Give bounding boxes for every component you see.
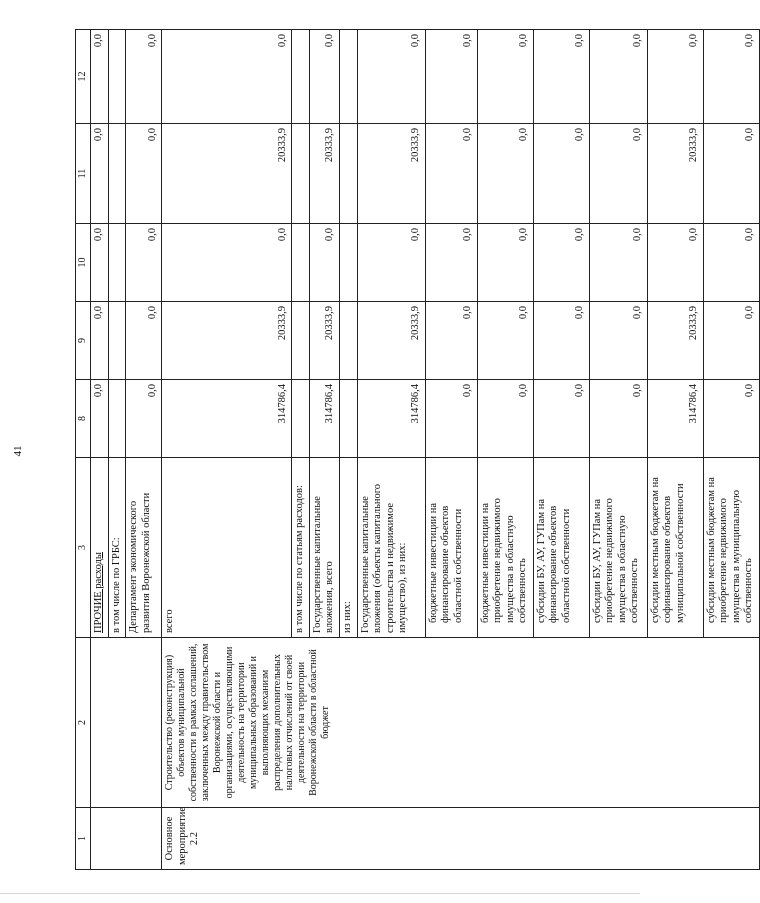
event-title: Основное мероприятие 2.2 — [162, 808, 759, 870]
value-cell-9: 0,0 — [425, 302, 477, 380]
budget-table — [75, 29, 760, 870]
value-cell-9: 20333,9 — [357, 302, 425, 380]
value-cell-8: 314786,4 — [309, 380, 339, 458]
value-cell-12: 0,0 — [647, 30, 703, 124]
budget-table-rotated — [75, 30, 755, 870]
scan-edge-line — [0, 893, 640, 894]
row-label: в том числе по ГРБС: — [108, 458, 126, 638]
value-cell-10 — [292, 224, 310, 302]
header-col-1: 1 — [76, 808, 91, 870]
row-label: из них: — [339, 458, 357, 638]
header-row — [76, 30, 91, 870]
value-cell-10: 0,0 — [309, 224, 339, 302]
value-cell-11: 20333,9 — [309, 124, 339, 224]
header-col-8: 8 — [76, 380, 91, 458]
value-cell-12: 0,0 — [589, 30, 647, 124]
value-cell-10: 0,0 — [647, 224, 703, 302]
value-cell-8 — [108, 380, 126, 458]
value-cell-11: 0,0 — [425, 124, 477, 224]
empty-cell — [91, 808, 162, 870]
value-cell-11 — [108, 124, 126, 224]
value-cell-10: 0,0 — [589, 224, 647, 302]
page-number: 41 — [12, 445, 24, 457]
value-cell-8 — [339, 380, 357, 458]
value-cell-9: 0,0 — [91, 302, 109, 380]
value-cell-11 — [292, 124, 310, 224]
value-cell-8: 0,0 — [91, 380, 109, 458]
value-cell-9 — [339, 302, 357, 380]
row-label: субсидии БУ, АУ, ГУПам на финансирование объектов областной собственности — [533, 458, 589, 638]
row-label: в том числе по статьям расходов: — [292, 458, 310, 638]
value-cell-12: 0,0 — [533, 30, 589, 124]
row-label: Государственные капитальные вложения, всего — [309, 458, 339, 638]
value-cell-12: 0,0 — [703, 30, 759, 124]
value-cell-9: 20333,9 — [162, 302, 292, 380]
row-label: Государственные капитальные вложения (объекты капитального строительства и недвижимое имущество), из них: — [357, 458, 425, 638]
value-cell-10: 0,0 — [162, 224, 292, 302]
value-cell-9: 0,0 — [477, 302, 533, 380]
value-cell-12: 0,0 — [357, 30, 425, 124]
table-row — [91, 30, 109, 870]
value-cell-11 — [339, 124, 357, 224]
value-cell-12 — [108, 30, 126, 124]
value-cell-10: 0,0 — [533, 224, 589, 302]
value-cell-8: 0,0 — [589, 380, 647, 458]
value-cell-11: 0,0 — [703, 124, 759, 224]
value-cell-8: 314786,4 — [162, 380, 292, 458]
value-cell-12: 0,0 — [126, 30, 162, 124]
value-cell-11: 0,0 — [126, 124, 162, 224]
row-label: бюджетные инвестиции на финансирование объектов областной собственности — [425, 458, 477, 638]
value-cell-11: 0,0 — [477, 124, 533, 224]
header-col-2: 2 — [76, 638, 91, 808]
value-cell-12: 0,0 — [162, 30, 292, 124]
value-cell-8: 314786,4 — [647, 380, 703, 458]
header-col-11: 11 — [76, 124, 91, 224]
row-label: субсидии местным бюджетам на приобретение недвижимого имущества в муниципальную собственность — [703, 458, 759, 638]
value-cell-11: 20333,9 — [647, 124, 703, 224]
value-cell-8: 0,0 — [425, 380, 477, 458]
value-cell-10: 0,0 — [126, 224, 162, 302]
row-label: бюджетные инвестиции на приобретение недвижимого имущества в областную собственность — [477, 458, 533, 638]
value-cell-8: 0,0 — [533, 380, 589, 458]
value-cell-12: 0,0 — [477, 30, 533, 124]
value-cell-10: 0,0 — [425, 224, 477, 302]
value-cell-9: 0,0 — [703, 302, 759, 380]
value-cell-12 — [339, 30, 357, 124]
value-cell-8: 314786,4 — [357, 380, 425, 458]
value-cell-12: 0,0 — [91, 30, 109, 124]
value-cell-9 — [292, 302, 310, 380]
header-col-9: 9 — [76, 302, 91, 380]
header-col-12: 12 — [76, 30, 91, 124]
value-cell-10: 0,0 — [357, 224, 425, 302]
table-row — [162, 30, 292, 870]
value-cell-10: 0,0 — [477, 224, 533, 302]
row-label: Департамент экономического развития Воронежской области — [126, 458, 162, 638]
value-cell-9 — [108, 302, 126, 380]
value-cell-9: 0,0 — [533, 302, 589, 380]
value-cell-12: 0,0 — [425, 30, 477, 124]
value-cell-8: 0,0 — [477, 380, 533, 458]
value-cell-9: 20333,9 — [309, 302, 339, 380]
value-cell-10: 0,0 — [703, 224, 759, 302]
value-cell-10 — [108, 224, 126, 302]
value-cell-12: 0,0 — [309, 30, 339, 124]
value-cell-11: 0,0 — [533, 124, 589, 224]
value-cell-11: 0,0 — [91, 124, 109, 224]
value-cell-11: 0,0 — [589, 124, 647, 224]
row-label: ПРОЧИЕ расходы — [91, 458, 109, 638]
value-cell-11: 20333,9 — [162, 124, 292, 224]
value-cell-9: 20333,9 — [647, 302, 703, 380]
row-label: субсидии БУ, АУ, ГУПам на приобретение недвижимого имущества в областную собственность — [589, 458, 647, 638]
value-cell-9: 0,0 — [126, 302, 162, 380]
value-cell-8: 0,0 — [703, 380, 759, 458]
value-cell-11: 20333,9 — [357, 124, 425, 224]
header-col-10: 10 — [76, 224, 91, 302]
value-cell-8 — [292, 380, 310, 458]
empty-cell — [91, 638, 162, 808]
value-cell-9: 0,0 — [589, 302, 647, 380]
event-description: Строительство (реконструкция) объектов муниципальной собственности в рамках соглашений, заключенных между правительством Воронежской области и организациями, осуществляющими деятельность на территории муниципальных образований и выполняющих механизм распределения дополнительных налоговых отчислений от своей деятельности на территории Воронежской области в областной бюджет — [162, 638, 759, 808]
row-label: всего — [162, 458, 292, 638]
value-cell-10: 0,0 — [91, 224, 109, 302]
header-col-3: 3 — [76, 458, 91, 638]
value-cell-12 — [292, 30, 310, 124]
value-cell-10 — [339, 224, 357, 302]
value-cell-8: 0,0 — [126, 380, 162, 458]
row-label: субсидии местным бюджетам на софинансирование объектов муниципальной собственности — [647, 458, 703, 638]
